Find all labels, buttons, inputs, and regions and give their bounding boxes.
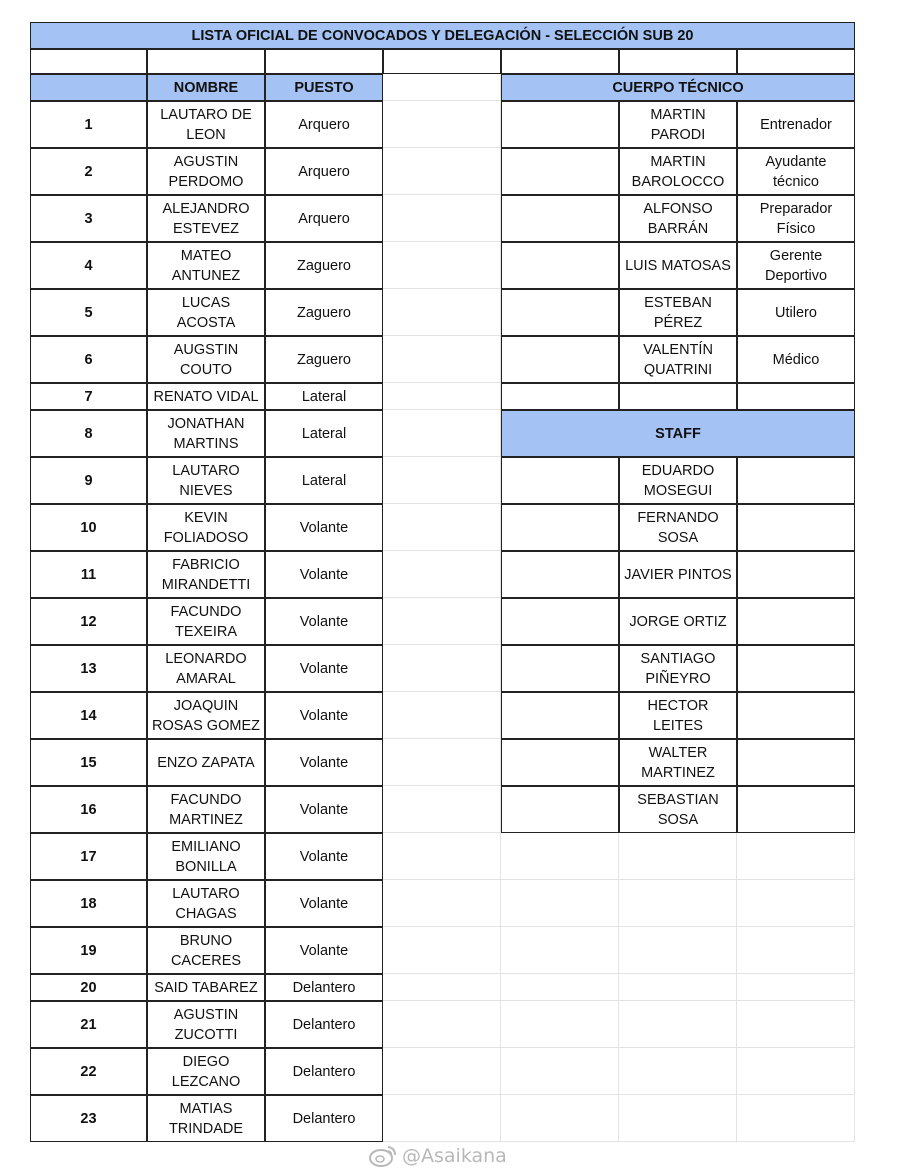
staff-name: WALTER MARTINEZ [619,739,737,786]
staff-name: HECTOR LEITES [619,692,737,739]
technical-staff-blank [501,101,619,148]
staff-name: SEBASTIAN SOSA [619,786,737,833]
player-number: 7 [30,383,147,410]
player-position: Volante [265,927,383,974]
player-position: Zaguero [265,289,383,336]
staff-name: FERNANDO SOSA [619,504,737,551]
staff-extra [737,786,855,833]
grid-cell [383,598,501,645]
player-position: Volante [265,880,383,927]
staff-extra [737,739,855,786]
grid-cell [501,974,619,1001]
player-position: Volante [265,551,383,598]
player-position: Volante [265,504,383,551]
staff-blank [501,739,619,786]
player-name: RENATO VIDAL [147,383,265,410]
empty-cell [30,49,147,74]
grid-cell [383,739,501,786]
player-name: BRUNO CACERES [147,927,265,974]
player-position: Volante [265,786,383,833]
grid-cell [501,833,619,880]
player-position: Zaguero [265,336,383,383]
player-position: Volante [265,598,383,645]
staff-extra [737,551,855,598]
player-number: 8 [30,410,147,457]
grid-cell [383,1048,501,1095]
player-name: AGUSTIN PERDOMO [147,148,265,195]
player-number: 17 [30,833,147,880]
weibo-logo-icon [368,1144,398,1168]
player-name: KEVIN FOLIADOSO [147,504,265,551]
grid-cell [383,1001,501,1048]
player-name: LAUTARO DE LEON [147,101,265,148]
staff-extra [737,645,855,692]
player-name: FABRICIO MIRANDETTI [147,551,265,598]
empty-cell [383,49,501,74]
technical-staff-role: Médico [737,336,855,383]
grid-cell [737,1095,855,1142]
empty-cell [737,49,855,74]
technical-staff-blank [501,148,619,195]
player-name: LUCAS ACOSTA [147,289,265,336]
empty-cell [619,383,737,410]
player-name: JOAQUIN ROSAS GOMEZ [147,692,265,739]
player-number: 1 [30,101,147,148]
header-position: PUESTO [265,74,383,101]
player-name: LAUTARO NIEVES [147,457,265,504]
grid-cell [383,457,501,504]
staff-blank [501,645,619,692]
player-position: Arquero [265,148,383,195]
technical-staff-name: MARTIN BAROLOCCO [619,148,737,195]
player-position: Lateral [265,410,383,457]
staff-extra [737,692,855,739]
player-number: 19 [30,927,147,974]
player-name: SAID TABAREZ [147,974,265,1001]
staff-name: EDUARDO MOSEGUI [619,457,737,504]
technical-staff-name: ALFONSO BARRÁN [619,195,737,242]
technical-staff-name: LUIS MATOSAS [619,242,737,289]
technical-staff-blank [501,195,619,242]
grid-cell [383,692,501,739]
grid-cell [383,410,501,457]
grid-cell [619,1001,737,1048]
empty-cell [737,383,855,410]
player-number: 23 [30,1095,147,1142]
player-position: Arquero [265,101,383,148]
technical-staff-role: Entrenador [737,101,855,148]
player-number: 12 [30,598,147,645]
player-name: MATEO ANTUNEZ [147,242,265,289]
player-name: LEONARDO AMARAL [147,645,265,692]
technical-staff-name: VALENTÍN QUATRINI [619,336,737,383]
player-position: Volante [265,692,383,739]
technical-staff-blank [501,336,619,383]
player-position: Arquero [265,195,383,242]
player-name: MATIAS TRINDADE [147,1095,265,1142]
player-position: Volante [265,645,383,692]
grid-cell [383,786,501,833]
grid-cell [383,289,501,336]
technical-staff-blank [501,242,619,289]
header-number [30,74,147,101]
grid-cell [383,504,501,551]
technical-staff-role: Gerente Deportivo [737,242,855,289]
empty-cell [619,49,737,74]
empty-cell [265,49,383,74]
grid-cell [501,1095,619,1142]
grid-cell [501,880,619,927]
grid-cell [383,148,501,195]
staff-name: JAVIER PINTOS [619,551,737,598]
player-name: JONATHAN MARTINS [147,410,265,457]
staff-name: JORGE ORTIZ [619,598,737,645]
grid-cell [501,927,619,974]
player-number: 2 [30,148,147,195]
grid-cell [383,1095,501,1142]
player-position: Lateral [265,457,383,504]
technical-staff-role: Preparador Físico [737,195,855,242]
grid-cell [619,1095,737,1142]
grid-cell [383,927,501,974]
player-number: 16 [30,786,147,833]
grid-cell [383,242,501,289]
grid-cell [737,974,855,1001]
staff-blank [501,551,619,598]
grid-cell [619,974,737,1001]
grid-cell [737,1048,855,1095]
player-number: 6 [30,336,147,383]
grid-cell [619,927,737,974]
empty-cell [147,49,265,74]
grid-cell [383,195,501,242]
player-name: DIEGO LEZCANO [147,1048,265,1095]
staff-extra [737,504,855,551]
player-name: FACUNDO MARTINEZ [147,786,265,833]
player-number: 11 [30,551,147,598]
player-position: Volante [265,833,383,880]
watermark-text: @Asaikana [402,1145,507,1167]
sheet-title: LISTA OFICIAL DE CONVOCADOS Y DELEGACIÓN - SELECCIÓN SUB 20 [30,22,855,49]
player-name: AGUSTIN ZUCOTTI [147,1001,265,1048]
grid-cell [501,1001,619,1048]
grid-cell [383,336,501,383]
player-number: 9 [30,457,147,504]
player-position: Delantero [265,1048,383,1095]
player-position: Delantero [265,1095,383,1142]
player-number: 22 [30,1048,147,1095]
watermark [368,1142,538,1170]
header-name: NOMBRE [147,74,265,101]
grid-cell [737,1001,855,1048]
player-number: 15 [30,739,147,786]
staff-extra [737,457,855,504]
player-name: LAUTARO CHAGAS [147,880,265,927]
grid-cell [619,880,737,927]
staff-blank [501,786,619,833]
staff-blank [501,598,619,645]
player-name: ALEJANDRO ESTEVEZ [147,195,265,242]
staff-extra [737,598,855,645]
technical-staff-role: Utilero [737,289,855,336]
player-number: 13 [30,645,147,692]
empty-cell [501,49,619,74]
player-name: EMILIANO BONILLA [147,833,265,880]
header-technical-staff: CUERPO TÉCNICO [501,74,855,101]
technical-staff-name: MARTIN PARODI [619,101,737,148]
staff-blank [501,692,619,739]
grid-cell [737,833,855,880]
grid-cell [737,927,855,974]
grid-cell [383,880,501,927]
empty-cell [501,383,619,410]
player-number: 18 [30,880,147,927]
player-name: AUGSTIN COUTO [147,336,265,383]
grid-cell [383,383,501,410]
player-number: 5 [30,289,147,336]
grid-cell [383,833,501,880]
player-number: 14 [30,692,147,739]
player-position: Lateral [265,383,383,410]
technical-staff-name: ESTEBAN PÉREZ [619,289,737,336]
grid-cell [737,880,855,927]
player-number: 21 [30,1001,147,1048]
player-name: ENZO ZAPATA [147,739,265,786]
player-name: FACUNDO TEXEIRA [147,598,265,645]
grid-cell [619,833,737,880]
player-position: Zaguero [265,242,383,289]
player-position: Delantero [265,1001,383,1048]
grid-cell [383,101,501,148]
grid-cell [501,1048,619,1095]
grid-cell [619,1048,737,1095]
staff-blank [501,504,619,551]
grid-cell [383,551,501,598]
staff-blank [501,457,619,504]
header-staff: STAFF [501,410,855,457]
player-number: 10 [30,504,147,551]
player-number: 4 [30,242,147,289]
grid-cell [383,974,501,1001]
player-number: 20 [30,974,147,1001]
player-position: Delantero [265,974,383,1001]
technical-staff-role: Ayudante técnico [737,148,855,195]
grid-cell [383,645,501,692]
technical-staff-blank [501,289,619,336]
player-number: 3 [30,195,147,242]
player-position: Volante [265,739,383,786]
grid-cell [383,74,501,101]
staff-name: SANTIAGO PIÑEYRO [619,645,737,692]
